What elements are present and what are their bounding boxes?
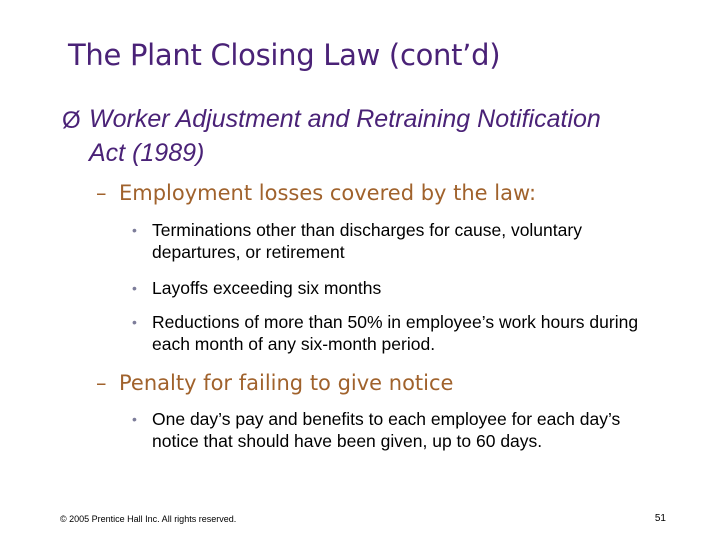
dot-bullet-icon: • bbox=[132, 411, 137, 427]
arrow-bullet-icon: Ø bbox=[62, 107, 81, 134]
section-heading-losses bbox=[96, 180, 676, 206]
page-number: 51 bbox=[654, 513, 666, 524]
list-item bbox=[132, 311, 662, 355]
section-heading-text: Employment losses covered by the law: bbox=[119, 181, 537, 205]
section-heading-penalty bbox=[96, 370, 676, 396]
slide-title: The Plant Closing Law (cont’d) bbox=[68, 38, 501, 72]
list-item bbox=[132, 219, 662, 263]
main-bullet-text: Worker Adjustment and Retraining Notification Act (1989) bbox=[89, 105, 601, 167]
dot-bullet-icon: • bbox=[132, 280, 137, 296]
dot-bullet-icon: • bbox=[132, 314, 137, 330]
dash-bullet-icon: – bbox=[96, 181, 107, 205]
list-item-text: Reductions of more than 50% in employee’s work hours during each month of any six-month period. bbox=[152, 312, 639, 354]
list-item-text: One day’s pay and benefits to each employee for each day’s notice that should have been given, up to 60 days. bbox=[152, 409, 621, 451]
section-heading-text: Penalty for failing to give notice bbox=[119, 371, 454, 395]
list-item bbox=[132, 408, 662, 452]
list-item bbox=[132, 277, 662, 299]
dot-bullet-icon: • bbox=[132, 222, 137, 238]
copyright-footer: © 2005 Prentice Hall Inc. All rights reserved. bbox=[60, 514, 237, 524]
main-bullet bbox=[62, 102, 622, 170]
dash-bullet-icon: – bbox=[96, 371, 107, 395]
list-item-text: Terminations other than discharges for cause, voluntary departures, or retirement bbox=[152, 220, 582, 262]
list-item-text: Layoffs exceeding six months bbox=[152, 278, 382, 298]
